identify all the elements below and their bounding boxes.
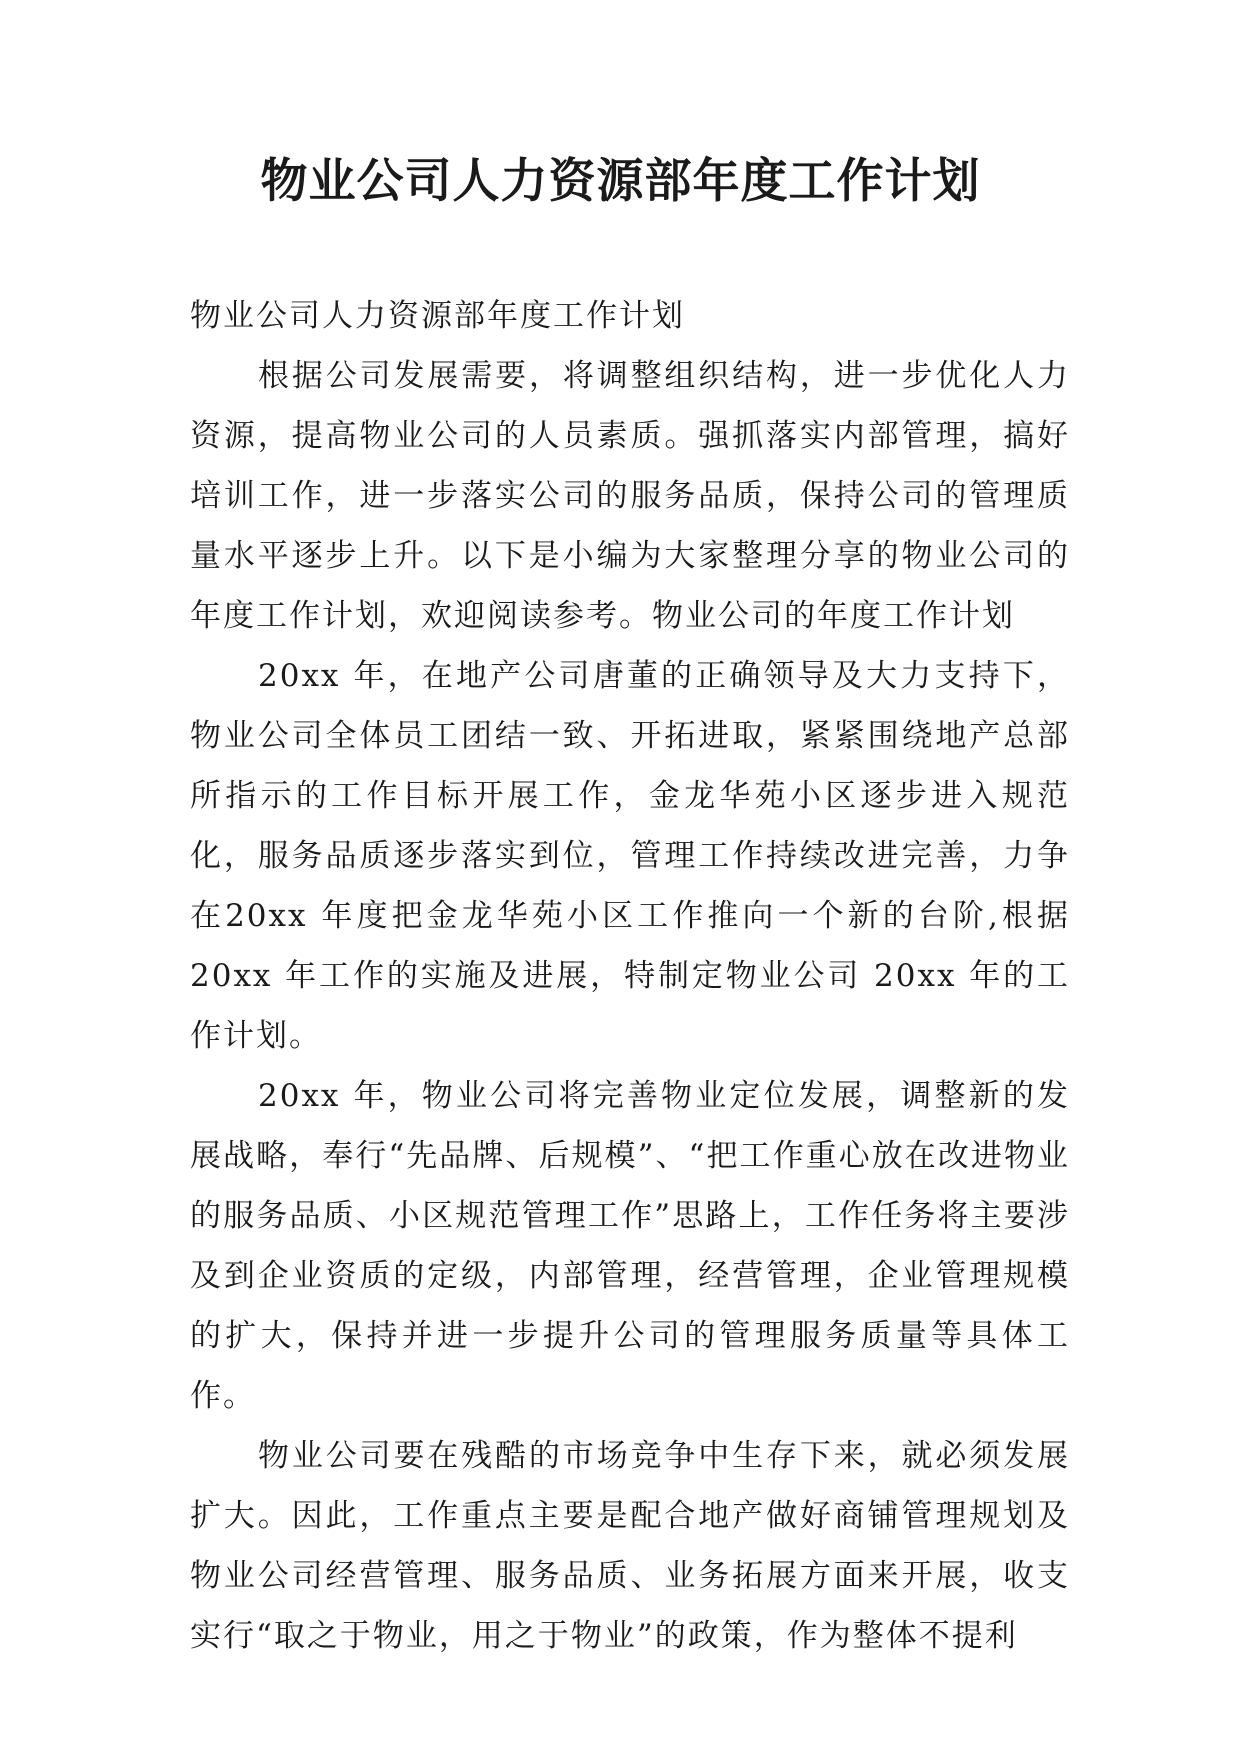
paragraph-background: 20xx 年，在地产公司唐董的正确领导及大力支持下，物业公司全体员工团结一致、开拓进取，紧紧围绕地产总部所指示的工作目标开展工作，金龙华苑小区逐步进入规范化，服务品质逐步落实到位，管理工作持续改进完善，力争在20xx 年度把金龙华苑小区工作推向一个新的台阶,根据 20xx 年工作的实施及进展，特制定物业公司 20xx 年的工作计划。 — [190, 658, 1070, 1054]
paragraph-strategy: 20xx 年，物业公司将完善物业定位发展，调整新的发展战略，奉行“先品牌、后规模”、“把工作重心放在改进物业的服务品质、小区规范管理工作”思路上，工作任务将主要涉及到企业资质的定级，内部管理，经营管理，企业管理规模的扩大，保持并进一步提升公司的管理服务质量等具体工作。 — [190, 1078, 1070, 1414]
document-body — [190, 286, 1070, 1666]
document-title: 物业公司人力资源部年度工作计划 — [260, 154, 981, 209]
paragraph-intro: 根据公司发展需要，将调整组织结构，进一步优化人力资源，提高物业公司的人员素质。强抓落实内部管理，搞好培训工作，进一步落实公司的服务品质，保持公司的管理质量水平逐步上升。以下是小编为大家整理分享的物业公司的年度工作计划，欢迎阅读参考。物业公司的年度工作计划 — [190, 358, 1070, 634]
document-subtitle: 物业公司人力资源部年度工作计划 — [190, 298, 685, 334]
paragraph-focus: 物业公司要在残酷的市场竞争中生存下来，就必须发展扩大。因此，工作重点主要是配合地产做好商铺管理规划及物业公司经营管理、服务品质、业务拓展方面来开展，收支实行“取之于物业，用之于物业”的政策，作为整体不提利 — [190, 1438, 1070, 1654]
